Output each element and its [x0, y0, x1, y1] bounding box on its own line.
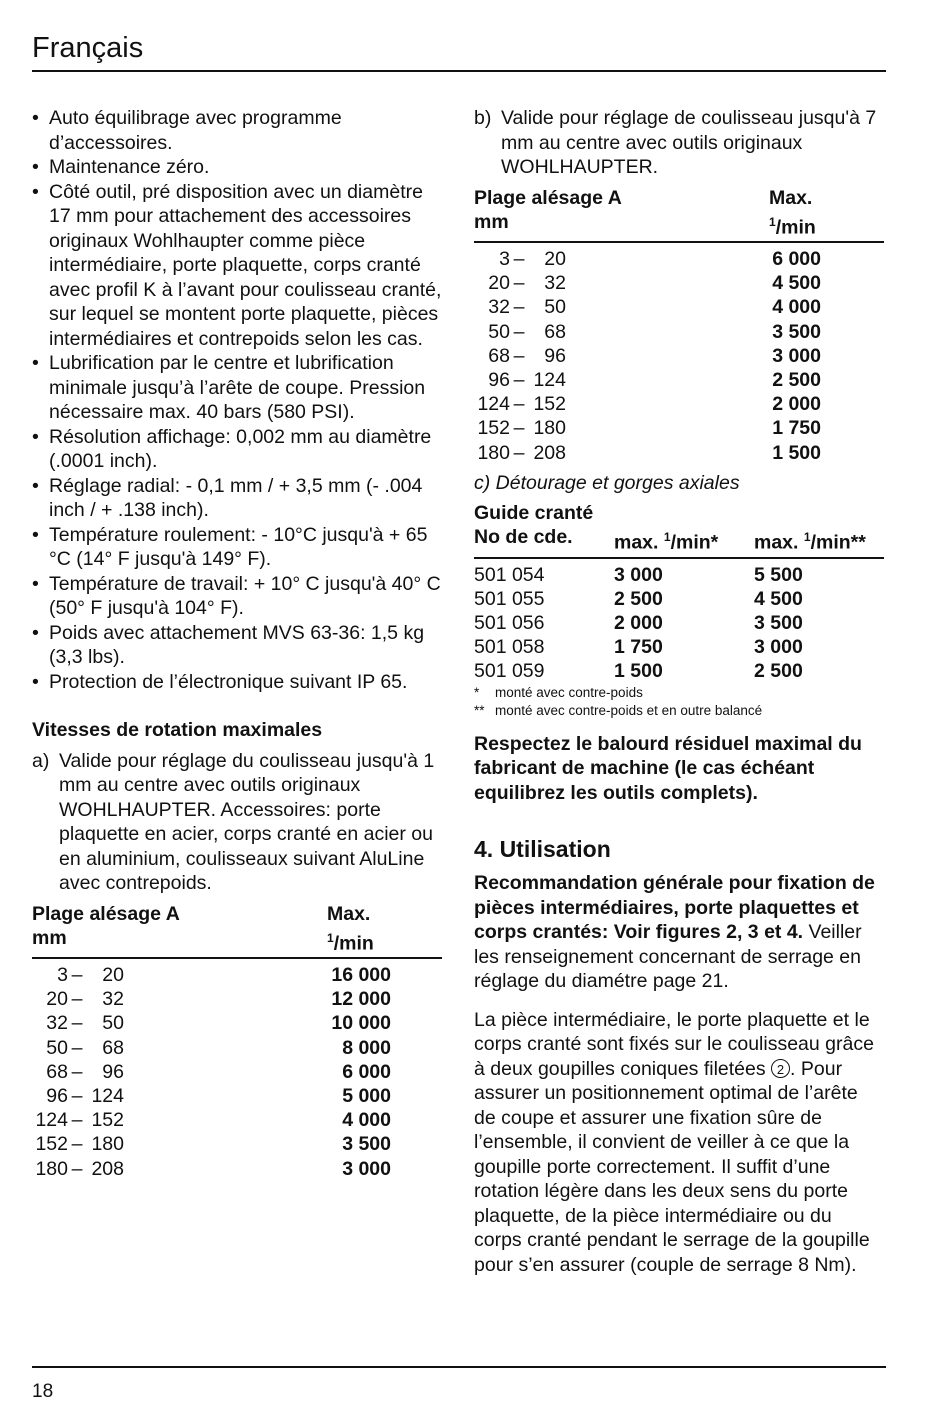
list-item: • Auto équilibrage avec programme d’accessoires. — [32, 106, 442, 155]
condition-letter: a) — [32, 749, 50, 772]
max-value: 3 500 — [772, 320, 821, 343]
range-high: 68 — [102, 1036, 124, 1059]
header-rule — [32, 70, 886, 72]
range-dash: – — [513, 393, 525, 416]
range-low: 50 — [46, 1036, 68, 1059]
range-high: 20 — [102, 964, 124, 986]
range-cell — [32, 1132, 327, 1156]
max-value: 5 500 — [754, 563, 803, 586]
paragraph — [474, 1008, 884, 1278]
max-value: 12 000 — [331, 988, 391, 1011]
table-row — [474, 659, 884, 683]
range-low: 180 — [477, 441, 510, 464]
range-high: 32 — [102, 988, 124, 1011]
max-value: 4 000 — [772, 296, 821, 319]
feature-list — [32, 106, 442, 694]
range-low: 20 — [488, 272, 510, 295]
max-value: 16 000 — [331, 964, 391, 986]
range-dash: – — [513, 441, 525, 464]
range-value — [32, 1011, 124, 1035]
column-header-range — [474, 186, 769, 240]
column-header-label: Plage alésage A — [474, 186, 622, 209]
column-header-unit — [327, 926, 442, 956]
range-value — [32, 1157, 124, 1181]
table-row — [474, 392, 884, 416]
table-row — [474, 563, 884, 587]
max-value: 3 000 — [772, 344, 821, 367]
range-value — [32, 1060, 124, 1084]
max-value: 3 000 — [754, 636, 803, 659]
range-dash: – — [513, 417, 525, 440]
max-value: 2 000 — [772, 393, 821, 416]
table-row — [32, 987, 442, 1011]
order-number: 501 056 — [474, 612, 545, 635]
range-dash: – — [71, 1157, 83, 1180]
condition-c: c) Détourage et gorges axiales — [474, 471, 740, 494]
footnote-text: monté avec contre-poids et en outre balancé — [495, 702, 763, 718]
table-row — [474, 441, 884, 465]
range-dash: – — [71, 1133, 83, 1156]
section-title: 4. Utilisation — [474, 836, 611, 863]
right-column — [474, 106, 884, 1277]
range-cell — [32, 1108, 327, 1132]
range-cell — [474, 320, 769, 344]
header-text: /min** — [810, 531, 866, 554]
max-value: 3 500 — [342, 1133, 391, 1156]
range-low: 68 — [488, 344, 510, 367]
range-cell — [474, 416, 769, 440]
max-value: 4 500 — [754, 587, 803, 610]
superscript: 1 — [327, 930, 334, 945]
range-value — [32, 1132, 124, 1156]
range-cell — [474, 271, 769, 295]
table-row — [474, 611, 884, 635]
paragraph — [474, 871, 884, 994]
range-high: 50 — [102, 1012, 124, 1035]
max-value: 5 000 — [342, 1084, 391, 1107]
range-dash: – — [71, 1060, 83, 1083]
table-header — [474, 501, 884, 559]
range-high: 180 — [91, 1133, 124, 1156]
range-low: 124 — [35, 1109, 68, 1132]
table-row — [32, 1036, 442, 1060]
column-header-no — [474, 501, 614, 555]
range-dash: – — [513, 368, 525, 391]
page-title: Français — [32, 32, 144, 64]
table-row — [474, 587, 884, 611]
range-low: 3 — [57, 964, 68, 986]
table-row — [32, 1011, 442, 1035]
list-item: • Lubrification par le centre et lubrification minimale jusqu’à l’arête de coupe. Pression nécessaire max. 40 bars (580 PSI). — [32, 351, 442, 425]
range-cell — [474, 441, 769, 465]
table-header — [32, 902, 442, 960]
order-number: 501 058 — [474, 636, 545, 659]
range-value — [474, 441, 566, 465]
max-value: 10 000 — [331, 1012, 391, 1035]
range-dash: – — [71, 1012, 83, 1035]
max-value: 4 000 — [342, 1109, 391, 1132]
range-value — [32, 1084, 124, 1108]
header-text: max. — [614, 531, 664, 554]
speed-table-b — [474, 186, 884, 465]
table-row — [474, 344, 884, 368]
range-low: 152 — [35, 1133, 68, 1156]
range-value — [474, 368, 566, 392]
range-low: 68 — [46, 1060, 68, 1083]
max-value: 2 500 — [754, 660, 803, 683]
range-low: 3 — [499, 248, 510, 270]
table-body — [474, 247, 884, 465]
range-high: 96 — [544, 344, 566, 367]
range-dash: – — [513, 272, 525, 295]
range-low: 180 — [35, 1157, 68, 1180]
range-low: 96 — [46, 1084, 68, 1107]
table-row — [474, 368, 884, 392]
range-value — [474, 392, 566, 416]
table-row — [474, 635, 884, 659]
max-value: 1 500 — [614, 660, 663, 683]
range-dash: – — [513, 248, 525, 270]
list-item: • Côté outil, pré disposition avec un diamètre 17 mm pour attachement des accessoires originaux Wohlhaupter comme pièce intermédiaire, porte plaquette, corps cranté avec profil K à l’avant pour coulisseau cranté, sur lequel se montent porte plaquette, pièces intermédiaires et contrepoids selon les cas. — [32, 180, 442, 352]
range-low: 32 — [46, 1012, 68, 1035]
range-value — [474, 416, 566, 440]
range-cell — [32, 1084, 327, 1108]
range-cell — [474, 247, 769, 271]
max-value: 1 750 — [772, 417, 821, 440]
range-cell — [32, 963, 327, 987]
footnote-mark: ** — [474, 702, 485, 718]
range-low: 96 — [488, 368, 510, 391]
table-body — [474, 563, 884, 684]
column-header-max2 — [754, 501, 884, 555]
list-item: • Poids avec attachement MVS 63-36: 1,5 kg (3,3 lbs). — [32, 621, 442, 670]
table-row — [32, 1108, 442, 1132]
range-cell — [32, 1011, 327, 1035]
unit-text: /min — [333, 932, 374, 954]
footnote — [474, 702, 884, 720]
table-row — [474, 271, 884, 295]
range-low: 20 — [46, 988, 68, 1011]
column-header-max1 — [614, 501, 754, 555]
speed-table-a — [32, 902, 442, 1181]
max-value: 1 750 — [614, 636, 663, 659]
max-value: 6 000 — [342, 1060, 391, 1083]
footnote-mark: * — [474, 684, 480, 700]
footnote-text: monté avec contre-poids — [495, 684, 643, 700]
range-high: 68 — [544, 320, 566, 343]
list-item: • Réglage radial: - 0,1 mm / + 3,5 mm (- .004 inch / + .138 inch). — [32, 474, 442, 523]
table-row — [474, 320, 884, 344]
range-high: 124 — [91, 1084, 124, 1107]
range-dash: – — [71, 964, 83, 986]
paragraph-text: La pièce intermédiaire, le porte plaquette et le corps cranté sont fixés sur le coulisseau grâce à deux goupilles coniques filetées — [474, 1008, 874, 1080]
order-number: 501 055 — [474, 587, 545, 610]
range-dash: – — [513, 320, 525, 343]
table-row — [474, 295, 884, 319]
column-header-unit — [769, 210, 884, 240]
column-header-unit: mm — [474, 210, 509, 233]
range-high: 32 — [544, 272, 566, 295]
range-value — [474, 295, 566, 319]
column-header-max — [769, 186, 884, 240]
page-footer — [32, 1366, 886, 1404]
column-header-label: Max. — [769, 186, 813, 209]
range-low: 152 — [477, 417, 510, 440]
condition-b — [474, 106, 884, 180]
order-number: 501 054 — [474, 563, 545, 586]
range-cell — [474, 392, 769, 416]
superscript: 1 — [769, 214, 776, 229]
table-row — [32, 1157, 442, 1181]
range-value — [474, 247, 566, 271]
max-value: 2 000 — [614, 612, 663, 635]
list-item: • Protection de l’électronique suivant IP 65. — [32, 670, 442, 695]
column-header-range — [32, 902, 327, 956]
table-header — [474, 186, 884, 244]
range-high: 96 — [102, 1060, 124, 1083]
table-row — [32, 1060, 442, 1084]
range-high: 50 — [544, 296, 566, 319]
list-item: • Résolution affichage: 0,002 mm au diamètre (.0001 inch). — [32, 425, 442, 474]
unit-text: /min — [775, 216, 816, 238]
condition-a — [32, 749, 442, 896]
table-row — [32, 963, 442, 987]
range-high: 208 — [91, 1157, 124, 1180]
range-high: 152 — [91, 1109, 124, 1132]
paragraph-text: Veiller les renseignement concernant de serrage en réglage du diamétre page 21. — [474, 921, 862, 993]
range-cell — [32, 1157, 327, 1181]
condition-text: Valide pour réglage de coulisseau jusqu'à 7 mm au centre avec outils originaux WOHLHAUPTER. — [501, 107, 877, 178]
table-row — [32, 1084, 442, 1108]
range-value — [32, 987, 124, 1011]
range-dash: – — [513, 344, 525, 367]
column-header-label: Max. — [327, 902, 371, 925]
page-number: 18 — [32, 1381, 54, 1402]
paragraph-text: . Pour assurer un positionnement optimal de l’arête de coupe et assurer une fixation sûre de l’ensemble, il convient de veiller à ce que la goupille porte correctement. Il suffit d’une rotation légère dans les deux sens du porte plaquette, de la pièce intermédiaire ou du corps cranté pendant le serrage de la goupille pour s’en assurer (couple de serrage 8 Nm). — [474, 1057, 870, 1276]
range-value — [474, 320, 566, 344]
max-value: 8 000 — [342, 1036, 391, 1059]
table-row — [474, 247, 884, 271]
footer-rule — [32, 1366, 886, 1368]
notice: Respectez le balourd résiduel maximal du fabricant de machine (le cas échéant equilibrez les outils complets). — [474, 732, 862, 804]
range-cell — [32, 1060, 327, 1084]
range-dash: – — [71, 1084, 83, 1107]
range-value — [32, 1108, 124, 1132]
order-number: 501 059 — [474, 660, 545, 683]
header-text: /min* — [670, 531, 719, 554]
superscript: 1 — [663, 530, 671, 545]
range-high: 180 — [533, 417, 566, 440]
range-cell — [474, 295, 769, 319]
column-header-sublabel: No de cde. — [474, 526, 573, 549]
condition-text: Valide pour réglage du coulisseau jusqu'à 1 mm au centre avec outils originaux WOHLHAUPTER. Accessoires: porte plaquette en acier, corps cranté en acier ou en aluminium, coulisseaux suivant AluLine avec contrepoids. — [59, 749, 435, 894]
column-header-unit: mm — [32, 926, 67, 949]
range-high: 20 — [544, 248, 566, 270]
range-cell — [32, 987, 327, 1011]
range-high: 124 — [533, 368, 566, 391]
range-cell — [474, 344, 769, 368]
circled-number: 2 — [771, 1059, 790, 1078]
range-dash: – — [513, 296, 525, 319]
list-item: • Température roulement: - 10°C jusqu'à + 65 °C (14° F jusqu'à 149° F). — [32, 523, 442, 572]
table-row — [32, 1132, 442, 1156]
range-dash: – — [71, 988, 83, 1011]
list-item: • Température de travail: + 10° C jusqu'à 40° C (50° F jusqu'à 104° F). — [32, 572, 442, 621]
max-value: 1 500 — [772, 441, 821, 464]
page-header — [32, 30, 886, 72]
range-value — [474, 344, 566, 368]
range-cell — [32, 1036, 327, 1060]
column-header-label: Plage alésage A — [32, 902, 180, 925]
max-value: 3 500 — [754, 612, 803, 635]
list-item: • Maintenance zéro. — [32, 155, 442, 180]
header-text: max. — [754, 531, 804, 554]
range-value — [32, 1036, 124, 1060]
range-low: 32 — [488, 296, 510, 319]
max-value: 6 000 — [772, 248, 821, 270]
condition-letter: b) — [474, 107, 492, 129]
left-column — [32, 106, 442, 1181]
range-high: 152 — [533, 393, 566, 416]
range-value — [474, 271, 566, 295]
column-header-label: Guide cranté — [474, 502, 594, 525]
range-value — [32, 963, 124, 987]
range-dash: – — [71, 1109, 83, 1132]
speeds-heading: Vitesses de rotation maximales — [32, 719, 323, 741]
paragraph-bold: Recommandation générale pour fixation de pièces intermédiaires, porte plaquettes et corps crantés: Voir figures 2, 3 et 4. — [474, 872, 875, 944]
superscript: 1 — [803, 530, 811, 545]
max-value: 3 000 — [614, 563, 663, 586]
footnote — [474, 684, 884, 702]
max-value: 2 500 — [772, 368, 821, 391]
max-value: 4 500 — [772, 272, 821, 295]
table-body — [32, 963, 442, 1181]
range-cell — [474, 368, 769, 392]
range-dash: – — [71, 1036, 83, 1059]
range-low: 124 — [477, 393, 510, 416]
range-low: 50 — [488, 320, 510, 343]
guide-table — [474, 501, 884, 683]
column-header-max — [327, 902, 442, 956]
table-row — [474, 416, 884, 440]
range-high: 208 — [533, 441, 566, 464]
max-value: 3 000 — [342, 1157, 391, 1180]
max-value: 2 500 — [614, 587, 663, 610]
